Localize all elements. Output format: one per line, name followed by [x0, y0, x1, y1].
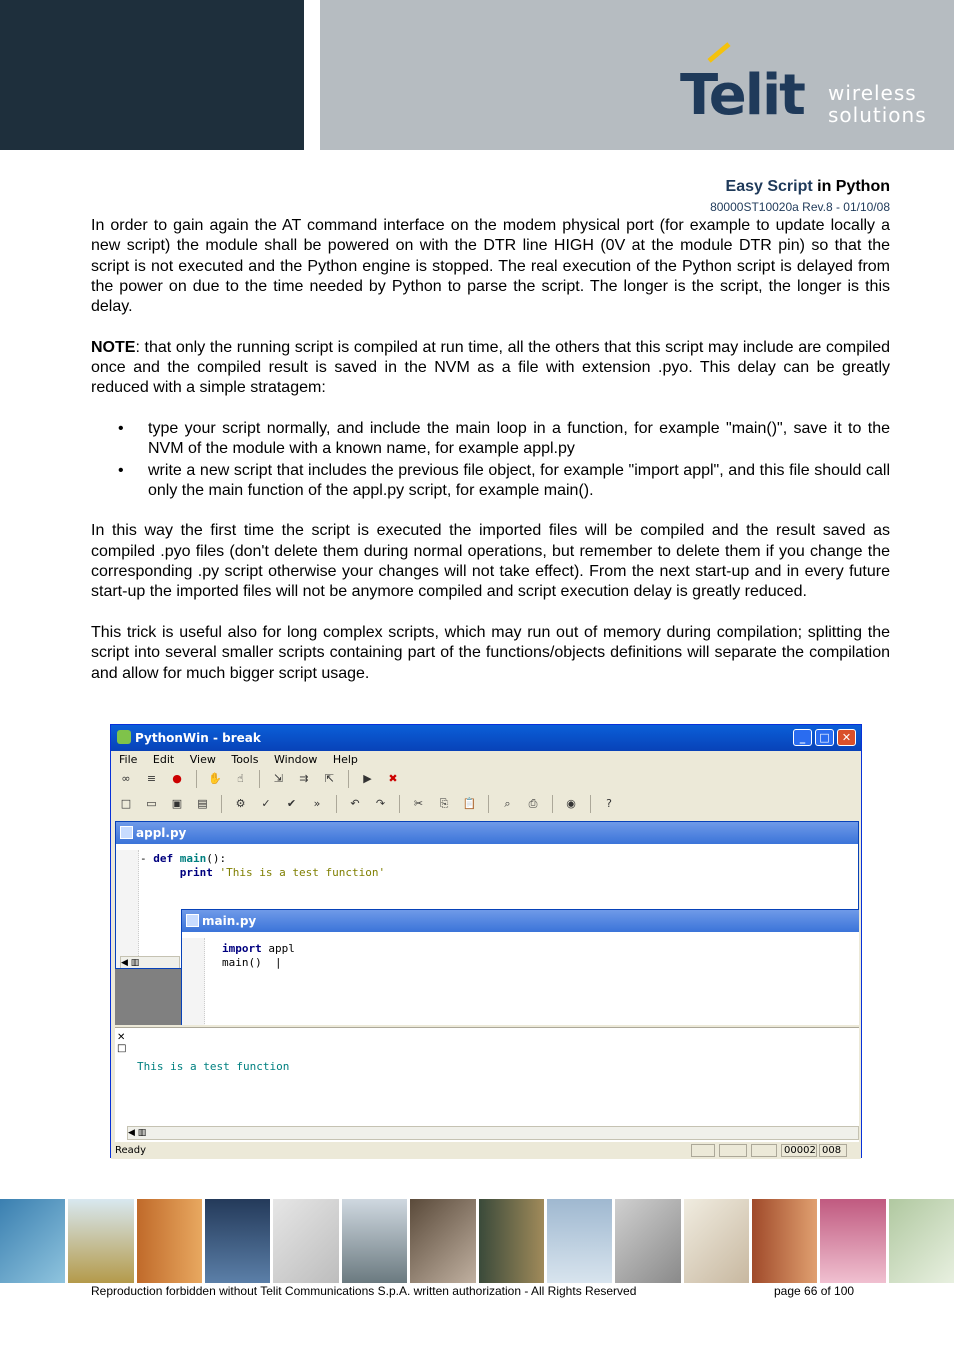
browser-icon[interactable]: ◉: [566, 797, 576, 810]
photo-tile: [547, 1199, 612, 1283]
menu-help[interactable]: Help: [332, 753, 358, 766]
logo-tagline-line1: wireless: [828, 81, 917, 105]
menu-file[interactable]: File: [119, 753, 138, 766]
note-paragraph: [91, 338, 890, 399]
minimize-icon[interactable]: _: [793, 729, 812, 746]
status-cell: [751, 1144, 777, 1157]
status-cell: [719, 1144, 747, 1157]
document-icon: [186, 914, 199, 927]
python-icon: [117, 730, 131, 744]
bullet-item: • type your script normally, and include the main loop in a function, for example "main()", save it to the NVM of the module with a known name, for example appl.py: [148, 419, 890, 460]
photo-tile: [0, 1199, 65, 1283]
interactive-window: [115, 1027, 859, 1142]
undo-icon[interactable]: ↶: [350, 797, 360, 810]
hand-grey-icon[interactable]: ☝: [237, 772, 244, 785]
page-number: page 66 of 100: [774, 1284, 855, 1298]
photo-tile: [820, 1199, 885, 1283]
pane-close-icon[interactable]: ✕ □: [117, 1032, 127, 1054]
status-col: 008: [819, 1144, 847, 1157]
print-icon[interactable]: ⎙: [528, 797, 538, 810]
body-text: [91, 216, 890, 704]
note-text: : that only the running script is compiled at run time, all the others that this script may include are compiled once and the compiled result is saved in the NVM as a file with extension .pyo. This delay can be greatly reduced with a simple stratagem:: [91, 338, 890, 397]
menu-view[interactable]: View: [189, 753, 216, 766]
page-footer: [91, 1284, 891, 1298]
document-icon: [120, 826, 133, 839]
telit-logo: [676, 48, 936, 138]
main-py-titlebar[interactable]: [182, 910, 859, 932]
document-title-rest: in Python: [812, 178, 890, 195]
photo-tile: [68, 1199, 133, 1283]
logo-tagline-line2: solutions: [828, 103, 927, 127]
breakpoint-icon[interactable]: ●: [172, 772, 182, 785]
step-over-icon[interactable]: ⇉: [299, 772, 309, 785]
run-icon[interactable]: ⚙: [235, 797, 246, 810]
appl-py-titlebar[interactable]: [116, 822, 858, 844]
toolbar-separator: [348, 770, 349, 788]
output-hscroll[interactable]: ◀ ▥: [127, 1126, 859, 1140]
toolbar-separator: [552, 795, 553, 813]
def-keyword: def: [153, 852, 174, 865]
print-keyword: print: [179, 866, 213, 879]
hand-icon[interactable]: ✋: [208, 772, 222, 785]
new-file-icon[interactable]: □: [120, 797, 132, 810]
window-title: PythonWin - break: [135, 731, 261, 745]
document-title: [726, 178, 890, 196]
menu-window[interactable]: Window: [273, 753, 318, 766]
toolbar-separator: [399, 795, 400, 813]
indent-icon[interactable]: »: [313, 797, 321, 810]
go-icon[interactable]: ▶: [363, 772, 372, 785]
toolbar-separator: [336, 795, 337, 813]
toolbar-separator: [259, 770, 260, 788]
toolbar-separator: [221, 795, 222, 813]
paragraph-3: In this way the first time the script is executed the imported files will be compiled and the result saved as compiled .pyo files (don't delete them during normal operations, but remember to delete them if you change the corresponding .py script otherwise your changes will not take effect). From the next start-up and in every future start-up the imported files will not be anymore compiled and script execution delay is greatly reduced.: [91, 522, 890, 601]
save-all-icon[interactable]: ▤: [197, 797, 208, 810]
help-icon[interactable]: ?: [606, 797, 612, 810]
watch-icon[interactable]: ∞: [121, 772, 131, 785]
toolbar-separator: [590, 795, 591, 813]
paragraph-1: In order to gain again the AT command interface on the modem physical port (for example to update locally a new script) the module shall be powered on with the DTR line HIGH (0V at the module DTR pin) so that the script is not executed and the Python engine is stopped. The real execution of the Python script is delayed from the power on due to the time needed by Python to parse the script. The longer is the script, the longer is this delay.: [91, 217, 890, 316]
main-py-gutter: [182, 938, 205, 1025]
standard-toolbar: [115, 792, 620, 816]
step-out-icon[interactable]: ⇱: [324, 772, 335, 785]
header-dark-band: [0, 0, 304, 150]
appl-py-hscroll[interactable]: ◀ ▥: [120, 956, 180, 969]
import-keyword: import: [222, 942, 262, 955]
cut-icon[interactable]: ✂: [413, 797, 424, 810]
logo-tagline: [828, 82, 927, 126]
check-icon[interactable]: ✓: [261, 797, 271, 810]
mdi-workspace: [115, 821, 859, 1025]
photo-tile: [684, 1199, 749, 1283]
step-in-icon[interactable]: ⇲: [273, 772, 284, 785]
appl-py-gutter: [116, 850, 139, 969]
document-title-main: Easy Script: [725, 178, 813, 195]
function-name: main: [179, 852, 207, 865]
stack-icon[interactable]: ≡: [146, 772, 157, 785]
stop-icon[interactable]: ✖: [388, 772, 398, 785]
function-parens: ():: [206, 852, 227, 865]
bullet-item: • write a new script that includes the previous file object, for example "import appl", and this file should call only the main function of the appl.py script, for example main().: [148, 461, 890, 502]
photo-strip: [0, 1199, 954, 1283]
menu-tools[interactable]: Tools: [231, 753, 259, 766]
appl-py-code[interactable]: [140, 852, 385, 880]
redo-icon[interactable]: ↷: [375, 797, 386, 810]
logo-word: Telit: [680, 63, 804, 128]
main-py-window: [181, 909, 859, 1025]
module-name: appl: [261, 942, 295, 955]
close-icon[interactable]: ✕: [837, 729, 856, 746]
menu-edit[interactable]: Edit: [152, 753, 175, 766]
photo-tile: [410, 1199, 475, 1283]
status-line: 00002: [781, 1144, 817, 1157]
find-icon[interactable]: ⌕: [504, 797, 511, 810]
photo-tile: [479, 1199, 544, 1283]
photo-tile: [615, 1199, 680, 1283]
status-cell: [691, 1144, 715, 1157]
photo-tile: [342, 1199, 407, 1283]
status-ready: Ready: [115, 1145, 147, 1156]
pythonwin-screenshot: [110, 724, 862, 1158]
main-py-title: main.py: [202, 914, 257, 928]
fold-marker: -: [140, 852, 154, 865]
document-reference: 80000ST10020a Rev.8 - 01/10/08: [710, 200, 890, 214]
debug-toolbar: [115, 767, 404, 791]
main-call: main(): [222, 956, 262, 969]
output-text: This is a test function: [137, 1060, 290, 1073]
photo-tile: [205, 1199, 270, 1283]
toolbar-separator: [488, 795, 489, 813]
status-bar: [111, 1143, 861, 1159]
note-label: NOTE: [91, 338, 136, 356]
footer-copyright: Reproduction forbidden without Telit Communications S.p.A. written authorization - All Rights Reserved: [91, 1284, 637, 1298]
save-icon[interactable]: ▣: [171, 797, 183, 810]
copy-icon[interactable]: ⎘: [439, 797, 449, 810]
photo-tile: [273, 1199, 338, 1283]
paste-icon[interactable]: 📋: [462, 797, 477, 810]
bullet-list: [91, 419, 890, 501]
string-literal: 'This is a test function': [219, 866, 386, 879]
photo-tile: [752, 1199, 817, 1283]
photo-tile: [137, 1199, 202, 1283]
photo-tile: [889, 1199, 954, 1283]
window-titlebar: [111, 725, 861, 751]
main-py-code[interactable]: import appl main() |: [222, 942, 295, 969]
paragraph-4: This trick is useful also for long complex scripts, which may run out of memory during compilation; splitting the script into several smaller scripts containing part of the functions/objects definitions will separate the compilation and allow for much bigger script usage.: [91, 623, 890, 682]
toolbar-separator: [196, 770, 197, 788]
check-icon[interactable]: ✔: [286, 797, 297, 810]
maximize-icon[interactable]: □: [815, 729, 834, 746]
open-folder-icon[interactable]: ▭: [146, 797, 157, 810]
appl-py-title: appl.py: [136, 826, 187, 840]
